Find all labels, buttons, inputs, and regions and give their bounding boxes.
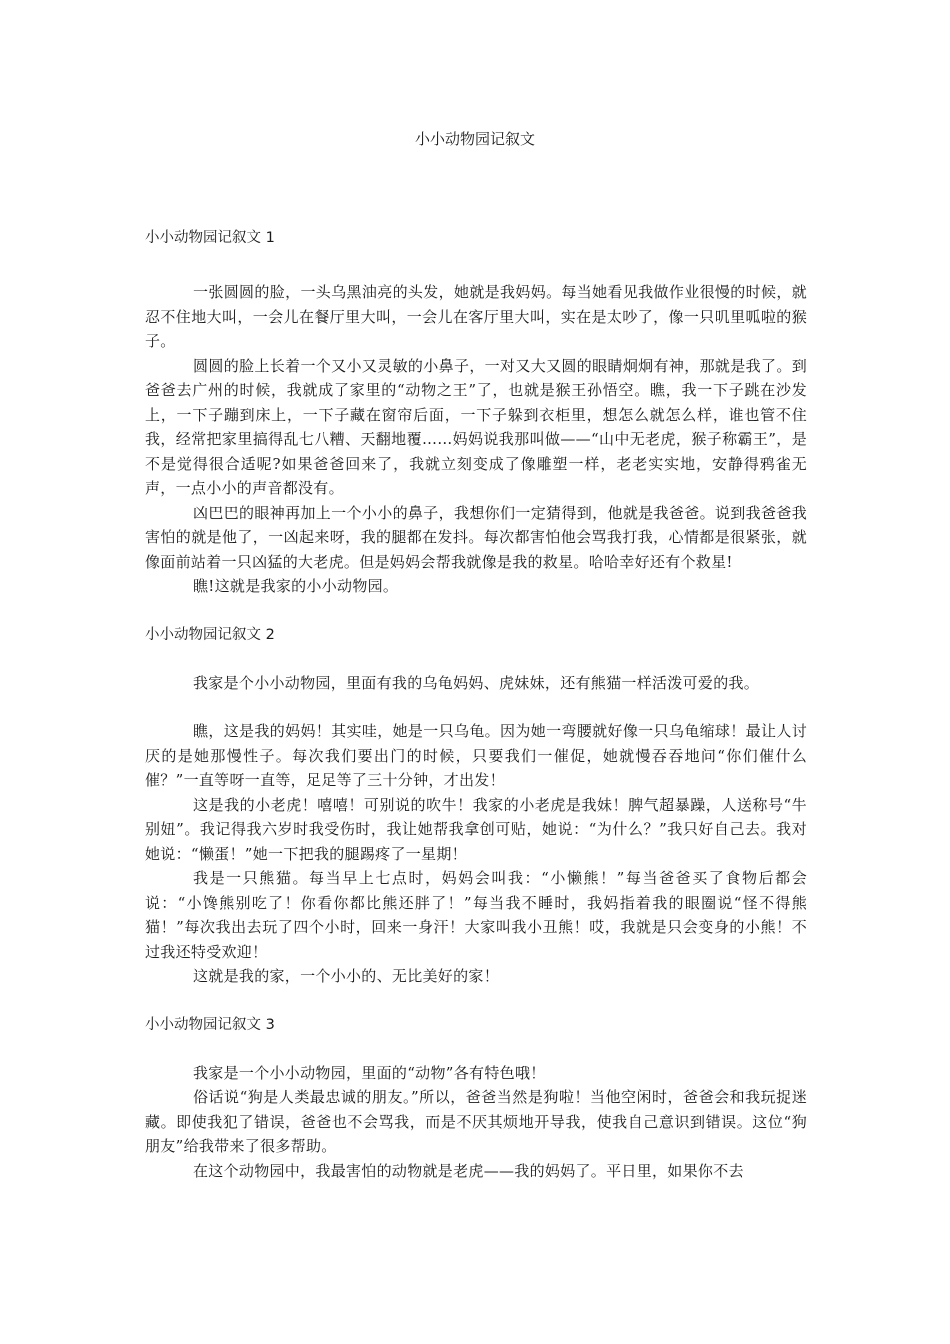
paragraph: 凶巴巴的眼神再加上一个小小的鼻子，我想你们一定猜得到，他就是我爸爸。说到我爸爸我害怕的就是他了，一凶起来呀，我的腿都在发抖。每次都害怕他会骂我打我，心情都是很紧张，就像面前站着一只凶猛的大老虎。但是妈妈会帮我就像是我的救星。哈哈幸好还有个救星! xyxy=(145,503,807,571)
paragraph: 这就是我的家，一个小小的、无比美好的家！ xyxy=(193,967,500,985)
spacer xyxy=(145,647,807,671)
paragraph: 圆圆的脸上长着一个又小又灵敏的小鼻子，一对又大又圆的眼睛炯炯有神，那就是我了。到爸爸去广州的时候，我就成了家里的“动物之王”了，也就是猴王孙悟空。瞧，我一下子跳在沙发上，一下子蹦到床上，一下子藏在窗帘后面，一下子躲到衣柜里，想怎么就怎么样，谁也管不住我，经常把家里搞得乱七八糟、天翻地覆……妈妈说我那叫做——“山中无老虎，猴子称霸王”，是不是觉得很合适呢?如果爸爸回来了，我就立刻变成了像雕塑一样，老老实实地，安静得鸦雀无声，一点小小的声音都没有。 xyxy=(145,356,807,497)
paragraph: 我家是个小小动物园，里面有我的乌龟妈妈、虎妹妹，还有熊猫一样活泼可爱的我。 xyxy=(193,673,760,692)
paragraph: 瞧，这是我的妈妈！其实哇，她是一只乌龟。因为她一弯腰就好像一只乌龟缩球！最让人讨厌的是她那慢性子。每次我们要出门的时候，只要我们一催促，她就慢吞吞地问“你们催什么催？”一直等呀一直等，足足等了三十分钟，才出发！ xyxy=(145,722,807,789)
paragraph: 一张圆圆的脸，一头乌黑油亮的头发，她就是我妈妈。每当她看见我做作业很慢的时候，就忍不住地大叫，一会儿在餐厅里大叫，一会儿在客厅里大叫，实在是太吵了，像一只叽里呱啦的猴子。 xyxy=(145,283,807,350)
section-1 xyxy=(145,226,807,599)
section-heading: 小小动物园记叙文 3 xyxy=(145,1016,275,1033)
document-title: 小小动物园记叙文 xyxy=(414,130,535,148)
paragraph: 我家是一个小小动物园，里面的“动物”各有特色哦！ xyxy=(193,1063,546,1082)
paragraph: 俗话说“狗是人类最忠诚的朋友。”所以，爸爸当然是狗啦！当他空闲时，爸爸会和我玩捉迷藏。即使我犯了错误，爸爸也不会骂我，而是不厌其烦地开导我，使我自己意识到错误。这位“狗朋友”给我带来了很多帮助。 xyxy=(145,1088,807,1155)
spacer xyxy=(145,250,807,280)
paragraph: 我是一只熊猫。每当早上七点时，妈妈会叫我：“小懒熊！”每当爸爸买了食物后都会说：“小馋熊别吃了！你看你都比熊还胖了！”每当我不睡时，我妈指着我的眼圈说“怪不得熊猫！”每次我出去玩了四个小时，回来一身汗！大家叫我小丑熊！哎，我就是只会变身的小熊！不过我还特受欢迎！ xyxy=(145,869,807,961)
spacer xyxy=(145,599,807,623)
section-3 xyxy=(145,1013,807,1184)
spacer xyxy=(145,989,807,1013)
paragraph: 这是我的小老虎！嘻嘻！可别说的吹牛！我家的小老虎是我妹！脾气超暴躁，人送称号“牛别妞”。我记得我六岁时我受伤时，我让她帮我拿创可贴，她说：“为什么？”我只好自己去。我对她说：“懒蛋！”她一下把我的腿踢疼了一星期！ xyxy=(145,795,807,863)
section-heading: 小小动物园记叙文 2 xyxy=(145,626,275,643)
document-body xyxy=(145,226,807,1183)
section-heading: 小小动物园记叙文 1 xyxy=(145,230,275,246)
paragraph: 在这个动物园中，我最害怕的动物就是老虎——我的妈妈了。平日里，如果你不去 xyxy=(193,1161,744,1180)
spacer xyxy=(145,1037,807,1061)
spacer xyxy=(145,695,807,719)
paragraph: 瞧!这就是我家的小小动物园。 xyxy=(193,577,399,595)
section-2 xyxy=(145,623,807,989)
